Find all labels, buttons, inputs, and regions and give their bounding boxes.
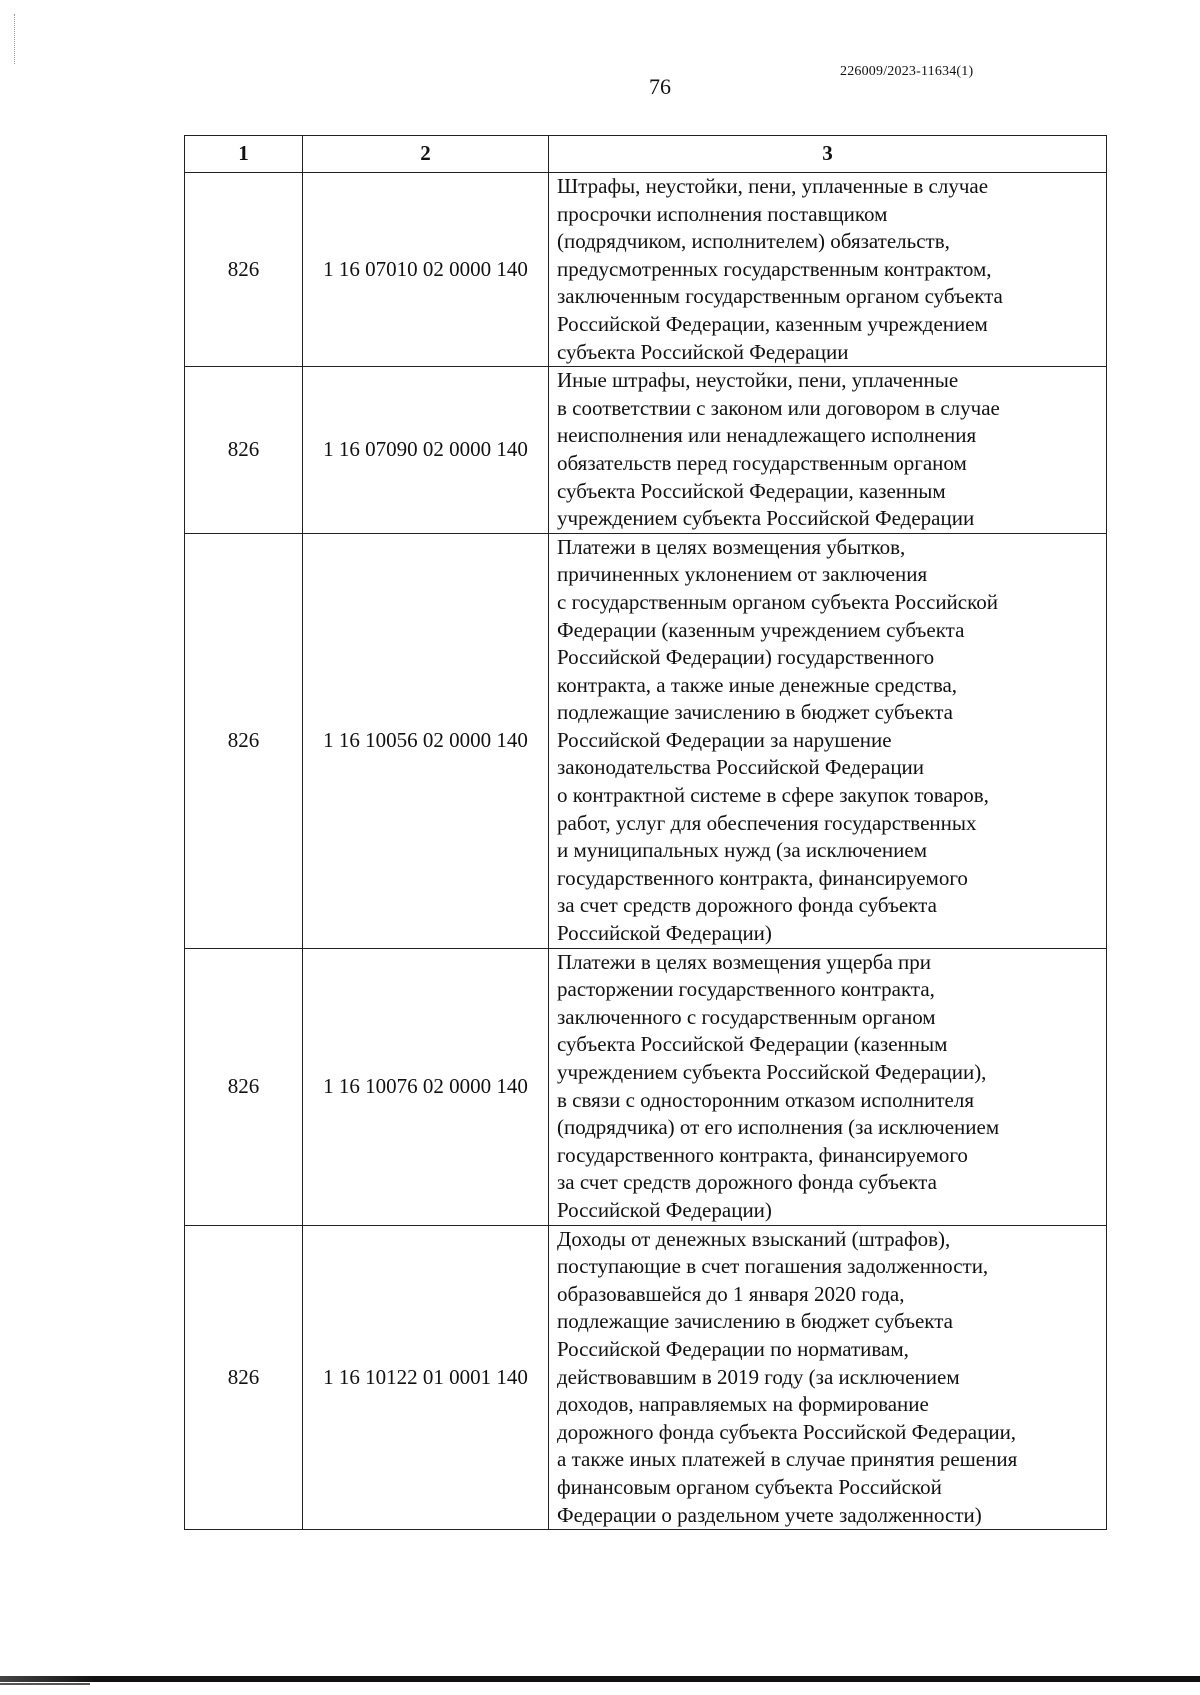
revenue-description-cell [549,533,1107,948]
description-line: субъекта Российской Федерации (казенным [557,1032,948,1057]
table-row [185,173,1107,367]
budget-classification-code-cell: 1 16 07090 02 0000 140 [303,367,549,534]
description-line: причиненных уклонением от заключения [557,562,928,587]
revenue-description-cell [549,173,1107,367]
description-line: субъекта Российской Федерации, казенным [557,478,946,503]
revenue-classification-table [184,135,1107,1530]
description-line: подлежащие зачислению в бюджет субъекта [557,700,953,725]
description-line: Платежи в целях возмещения убытков, [557,534,906,559]
table-header-row [185,136,1107,173]
document-registration-number: 226009/2023-11634(1) [840,64,974,79]
description-line: заключенного с государственным органом [557,1004,936,1029]
table-row [185,367,1107,534]
description-line: Федерации (казенным учреждением субъекта [557,617,965,642]
description-line: учреждением субъекта Российской Федерации), [557,1060,987,1084]
description-line: действовавшим в 2019 году (за исключением [557,1364,960,1389]
description-line: субъекта Российской Федерации [557,339,849,364]
description-line: подлежащие зачислению в бюджет субъекта [557,1309,953,1334]
description-line: Платежи в целях возмещения ущерба при [557,949,932,974]
description-line: (подрядчиком, исполнителем) обязательств, [557,229,950,254]
description-line: контракта, а также иные денежные средства, [557,672,958,697]
description-line: Российской Федерации по нормативам, [557,1336,909,1361]
budget-classification-code-cell: 1 16 10056 02 0000 140 [303,533,549,948]
administrator-code-cell: 826 [185,173,303,367]
revenue-description-cell [549,367,1107,534]
description-line: заключенным государственным органом субъекта [557,284,1003,309]
description-line: Российской Федерации) [557,1197,772,1222]
table-row [185,1225,1107,1530]
header-column-3: 3 [549,136,1107,173]
header-column-2: 2 [303,136,549,173]
administrator-code-cell: 826 [185,367,303,534]
description-line: о контрактной системе в сфере закупок товаров, [557,783,989,808]
description-line: Федерации о раздельном учете задолженности) [557,1502,982,1527]
description-line: и муниципальных нужд (за исключением [557,838,927,863]
budget-classification-code-cell: 1 16 10122 01 0001 140 [303,1225,549,1530]
description-line: финансовым органом субъекта Российской [557,1474,942,1499]
description-line: Иные штрафы, неустойки, пени, уплаченные [557,368,959,393]
scan-bottom-edge [0,1676,1200,1682]
scan-bottom-edge-tip [0,1683,90,1685]
description-line: Российской Федерации за нарушение [557,727,892,752]
description-line: в соответствии с законом или договором в случае [557,395,1000,420]
administrator-code-cell: 826 [185,948,303,1225]
description-line: за счет средств дорожного фонда субъекта [557,1170,937,1195]
description-line: государственного контракта, финансируемого [557,865,968,890]
description-line: учреждением субъекта Российской Федерации [557,506,975,531]
description-line: в связи с односторонним отказом исполнителя [557,1087,974,1112]
administrator-code-cell: 826 [185,1225,303,1530]
description-line: поступающие в счет погашения задолженности, [557,1254,989,1279]
table-row [185,533,1107,948]
description-line: а также иных платежей в случае принятия решения [557,1447,1018,1472]
description-line: обязательств перед государственным органом [557,450,967,475]
description-line: доходов, направляемых на формирование [557,1392,929,1417]
description-line: образовавшейся до 1 января 2020 года, [557,1281,905,1306]
budget-classification-code-cell: 1 16 07010 02 0000 140 [303,173,549,367]
administrator-code-cell: 826 [185,533,303,948]
description-line: просрочки исполнения поставщиком [557,201,888,226]
budget-classification-code-cell: 1 16 10076 02 0000 140 [303,948,549,1225]
description-line: государственного контракта, финансируемого [557,1142,968,1167]
description-line: (подрядчика) от его исполнения (за исключением [557,1115,1000,1140]
description-line: Российской Федерации) [557,921,772,946]
scan-artifact [14,14,17,64]
description-line: работ, услуг для обеспечения государственных [557,810,977,835]
description-line: за счет средств дорожного фонда субъекта [557,893,937,918]
header-column-1: 1 [185,136,303,173]
table-body [185,173,1107,1530]
description-line: неисполнения или ненадлежащего исполнения [557,423,977,448]
description-line: Штрафы, неустойки, пени, уплаченные в случае [557,174,989,198]
revenue-description-cell [549,948,1107,1225]
table-row [185,948,1107,1225]
description-line: Российской Федерации) государственного [557,645,935,670]
description-line: дорожного фонда субъекта Российской Федерации, [557,1419,1017,1444]
description-line: законодательства Российской Федерации [557,755,925,780]
description-line: Российской Федерации, казенным учреждением [557,311,988,336]
description-line: предусмотренных государственным контрактом, [557,256,992,281]
page-number: 76 [649,74,671,99]
description-line: Доходы от денежных взысканий (штрафов), [557,1226,951,1251]
description-line: расторжении государственного контракта, [557,977,935,1002]
description-line: с государственным органом субъекта Российской [557,589,998,614]
revenue-description-cell [549,1225,1107,1530]
